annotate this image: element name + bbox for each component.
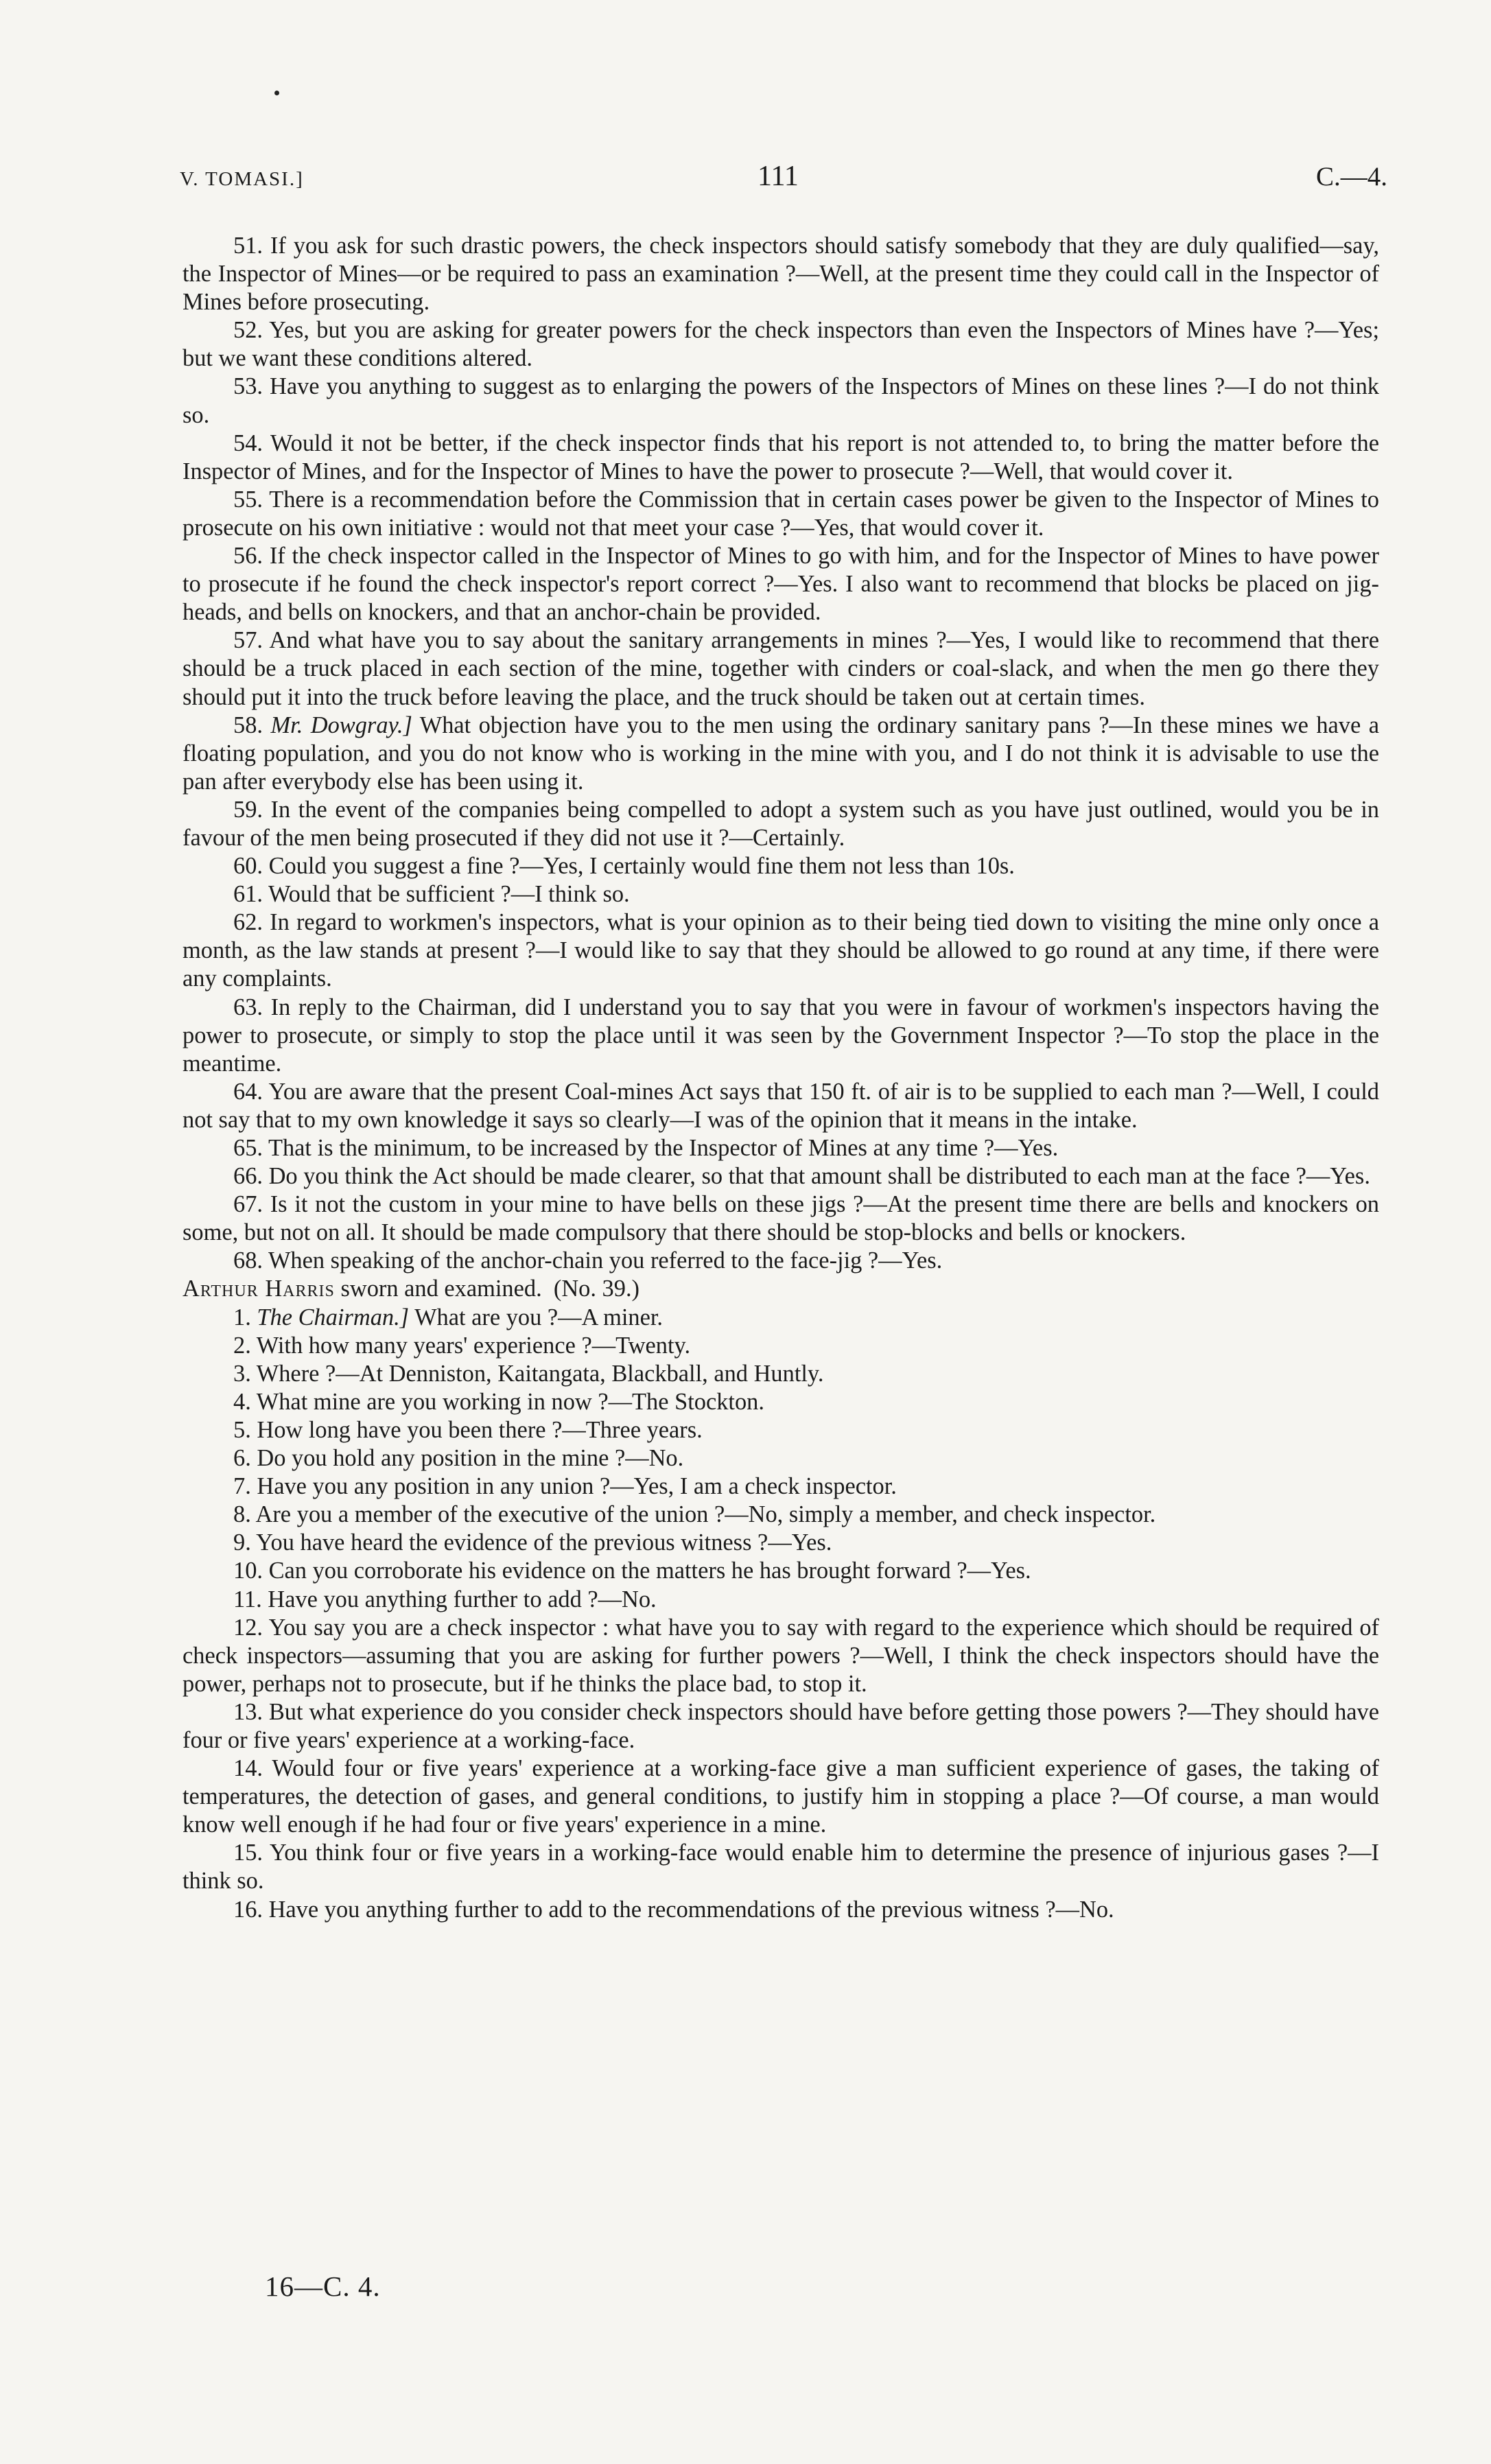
paragraph-58-number: 58. — [233, 712, 263, 738]
harris-question-1-text: What are you ?—A miner. — [414, 1304, 664, 1330]
paragraph-55: 55. There is a recommendation before the Commission that in certain cases power be given to the Inspector of Mines to prosecute on his own initiative : would not that meet your case ?—Yes, that would cover it. — [183, 486, 1379, 541]
paragraph-58-speaker: Mr. Dowgray.] — [270, 712, 412, 738]
paragraph-51: 51. If you ask for such drastic powers, the check inspectors should satisfy somebody that they are duly qualified—say, the Inspector of Mines—or be required to pass an examination ?—Well, at the present time they could call in the Inspector of Mines before prosecuting. — [183, 233, 1379, 316]
signature-mark: 16—C. 4. — [265, 2271, 381, 2302]
document-code: C.—4. — [1315, 162, 1387, 191]
harris-question-14: 14. Would four or five years' experience at a working-face give a man sufficient experience of gases, the taking of temperatures, the detection of gases, and general conditions, to justify him in stopping a place ?—Of course, a man would know well enough if he had four or five years' experience in a mine. — [183, 1755, 1379, 1838]
paragraph-60: 60. Could you suggest a fine ?—Yes, I certainly would fine them not less than 10s. — [233, 853, 1015, 880]
harris-question-5: 5. How long have you been there ?—Three years. — [233, 1416, 703, 1443]
harris-question-3: 3. Where ?—At Denniston, Kaitangata, Blackball, and Huntly. — [233, 1360, 824, 1387]
paragraph-68: 68. When speaking of the anchor-chain you referred to the face-jig ?—Yes. — [233, 1247, 943, 1274]
paragraph-58-text: What objection have you to the men using the ordinary sanitary pans ?—In these mines we have a floating population, and you do not know who is working in the mine with you, and I do not think it is advisable to use the pan after everybody else has been using it. — [183, 712, 1379, 795]
harris-question-2: 2. With how many years' experience ?—Twenty. — [233, 1332, 691, 1359]
paragraph-53: 53. Have you anything to suggest as to enlarging the powers of the Inspectors of Mines on these lines ?—I do not think so. — [183, 373, 1379, 428]
paragraph-57: 57. And what have you to say about the sanitary arrangements in mines ?—Yes, I would like to recommend that there should be a truck placed in each section of the mine, together with cinders or coal-slack, and when the men go there they should put it into the truck before leaving the place, and the truck should be taken out at certain times. — [183, 627, 1379, 710]
harris-question-15: 15. You think four or five years in a working-face would enable him to determine the presence of injurious gases ?—I think so. — [183, 1840, 1379, 1894]
harris-question-7: 7. Have you any position in any union ?—Yes, I am a check inspector. — [233, 1473, 897, 1500]
paragraph-64: 64. You are aware that the present Coal-mines Act says that 150 ft. of air is to be supplied to each man ?—Well, I could not say that to my own knowledge it says so clearly—I was of the opinion that it means in the intake. — [183, 1078, 1379, 1133]
harris-question-1-number: 1. — [233, 1304, 251, 1330]
harris-question-1 — [183, 1304, 1379, 1332]
witness-heading — [183, 1275, 1379, 1303]
harris-question-1-speaker: The Chairman.] — [257, 1304, 410, 1330]
harris-question-9: 9. You have heard the evidence of the previous witness ?—Yes. — [233, 1529, 832, 1556]
paragraph-52: 52. Yes, but you are asking for greater powers for the check inspectors than even the Inspectors of Mines have ?—Yes; but we want these conditions altered. — [183, 317, 1379, 372]
running-head-witness: V. TOMASI.] — [180, 168, 304, 190]
paragraph-58 — [183, 712, 1379, 796]
stray-ink-dot — [274, 91, 279, 95]
paragraph-67: 67. Is it not the custom in your mine to have bells on these jigs ?—At the present time there are bells and knockers on some, but not on all. It should be made compulsory that there should be stop-blocks and bells or knockers. — [183, 1191, 1379, 1246]
witness-number: (No. 39.) — [553, 1276, 639, 1302]
paragraph-54: 54. Would it not be better, if the check inspector finds that his report is not attended to, to bring the matter before the Inspector of Mines, and for the Inspector of Mines to have the power to prosecute ?—Well, that would cover it. — [183, 430, 1379, 484]
running-head — [180, 160, 1387, 201]
body-text — [183, 232, 1379, 1924]
paragraph-66: 66. Do you think the Act should be made clearer, so that that amount shall be distributed to each man at the face ?—Yes. — [233, 1163, 1370, 1190]
harris-question-8: 8. Are you a member of the executive of the union ?—No, simply a member, and check inspector. — [233, 1501, 1156, 1528]
paragraph-56: 56. If the check inspector called in the Inspector of Mines to go with him, and for the Inspector of Mines to have power to prosecute if he found the check inspector's report correct ?—Yes. I also want to recommend that blocks be placed on jig-heads, and bells on knockers, and that an anchor-chain be provided. — [183, 543, 1379, 626]
page-number: 111 — [758, 161, 799, 192]
harris-question-16: 16. Have you anything further to add to the recommendations of the previous witness ?—No. — [233, 1896, 1114, 1923]
harris-question-4: 4. What mine are you working in now ?—The Stockton. — [233, 1388, 764, 1415]
paragraph-59: 59. In the event of the companies being compelled to adopt a system such as you have just outlined, would you be in favour of the men being prosecuted if they did not use it ?—Certainly. — [183, 796, 1379, 851]
harris-question-11: 11. Have you anything further to add ?—No. — [233, 1586, 657, 1612]
witness-heading-rest: sworn and examined. — [340, 1276, 542, 1302]
paragraph-61: 61. Would that be sufficient ?—I think so. — [233, 881, 630, 908]
paragraph-65: 65. That is the minimum, to be increased by the Inspector of Mines at any time ?—Yes. — [233, 1135, 1059, 1161]
paragraph-63: 63. In reply to the Chairman, did I understand you to say that you were in favour of workmen's inspectors having the power to prosecute, or simply to stop the place until it was seen by the Government Inspector ?—To stop the place in the meantime. — [183, 994, 1379, 1077]
harris-question-12: 12. You say you are a check inspector : what have you to say with regard to the experience which should be required of check inspectors—assuming that you are asking for further powers ?—Well, I think the check inspectors should have the power, perhaps not to prosecute, but if he thinks the place bad, to stop it. — [183, 1614, 1379, 1697]
witness-name: Arthur Harris — [183, 1276, 335, 1302]
paragraph-62: 62. In regard to workmen's inspectors, what is your opinion as to their being tied down to visiting the mine only once a month, as the law stands at present ?—I would like to say that they should be allowed to go round at any time, if there were any complaints. — [183, 909, 1379, 992]
harris-question-6: 6. Do you hold any position in the mine ?—No. — [233, 1445, 684, 1472]
harris-question-13: 13. But what experience do you consider check inspectors should have before getting those powers ?—They should have four or five years' experience at a working-face. — [183, 1698, 1379, 1753]
harris-question-10: 10. Can you corroborate his evidence on the matters he has brought forward ?—Yes. — [233, 1558, 1031, 1584]
harris-evidence — [183, 1304, 1379, 1924]
